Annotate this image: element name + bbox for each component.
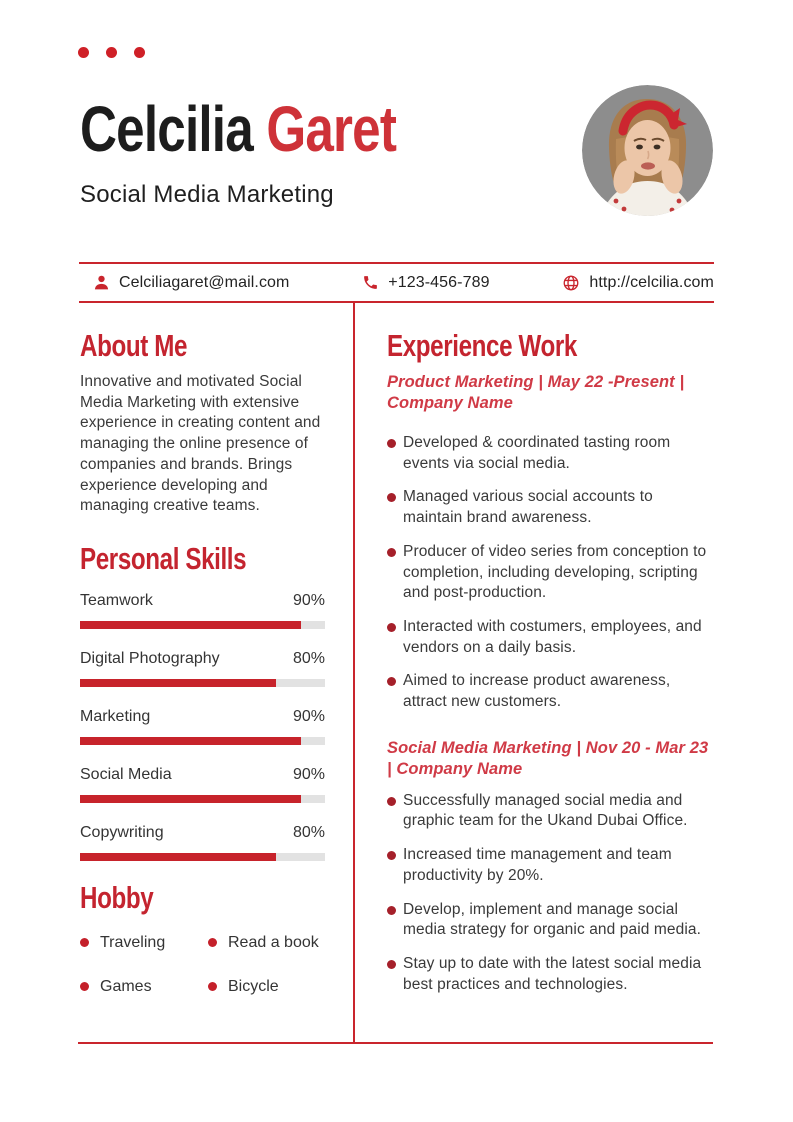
- skill-label: Social Media: [80, 765, 172, 783]
- email-text: Celciliagaret@mail.com: [119, 273, 290, 291]
- skill-bar-track: [80, 737, 325, 745]
- hobby-item: [208, 978, 330, 996]
- hobby-label: Read a book: [228, 933, 319, 951]
- experience-heading: Experience Work: [387, 328, 577, 363]
- first-name: Celcilia: [80, 93, 253, 165]
- job-bullet: Stay up to date with the latest social media best practices and technologies.: [387, 954, 713, 995]
- skill-bar-track: [80, 679, 325, 687]
- skill-percent: 90%: [292, 765, 325, 783]
- right-column: [387, 302, 713, 1008]
- phone-icon: [362, 274, 379, 291]
- header-text: [80, 85, 475, 209]
- about-heading: About Me: [80, 328, 188, 363]
- contact-bar: [79, 262, 714, 303]
- skills-heading: Personal Skills: [80, 540, 247, 576]
- main-content: [80, 302, 713, 1042]
- hobby-heading: Hobby: [80, 879, 154, 915]
- dot-icon: [78, 47, 89, 58]
- skill-label: Copywriting: [80, 823, 164, 841]
- globe-icon: [562, 274, 580, 292]
- skill-label: Teamwork: [80, 591, 153, 609]
- skill-row: [80, 648, 325, 687]
- job-bullet: Increased time management and team productivity by 20%.: [387, 845, 713, 886]
- profile-photo: [582, 85, 713, 216]
- skill-bar-track: [80, 853, 325, 861]
- skill-row: [80, 822, 325, 861]
- skill-row: [80, 590, 325, 629]
- hobby-label: Traveling: [100, 933, 166, 951]
- hobby-item: [80, 978, 208, 996]
- bullet-dot-icon: [208, 938, 217, 947]
- hobby-label: Bicycle: [228, 977, 279, 995]
- about-text: Innovative and motivated Social Media Marketing with extensive experience in creating content and managing the online presence of companies and brands. Brings experience developing and managing creative teams.: [80, 373, 321, 515]
- bullet-dot-icon: [80, 938, 89, 947]
- header: [80, 85, 713, 216]
- contact-website: [562, 274, 714, 292]
- skill-percent: 90%: [292, 707, 325, 725]
- job-bullet: Develop, implement and manage social media strategy for organic and paid media.: [387, 900, 713, 941]
- person-name: [80, 93, 397, 165]
- job-bullet: Aimed to increase product awareness, attract new customers.: [387, 671, 713, 712]
- hobby-list: [80, 934, 330, 996]
- decorative-dots: [78, 47, 145, 58]
- job-subtitle: Social Media Marketing: [80, 181, 334, 208]
- skill-bar-fill: [80, 853, 276, 861]
- contact-phone: [362, 274, 489, 292]
- skill-bar-fill: [80, 679, 276, 687]
- left-column: [80, 302, 330, 996]
- job-title: Social Media Marketing | Nov 20 - Mar 23 | Company Name: [387, 738, 709, 778]
- job-bullet: Interacted with costumers, employees, and vendors on a daily basis.: [387, 617, 713, 658]
- profile-photo-illustration: [582, 85, 713, 216]
- bottom-divider: [78, 1042, 713, 1044]
- last-name: Garet: [266, 93, 397, 165]
- job-bullet-list: [387, 791, 713, 996]
- job-bullet: Producer of video series from conception to completion, including developing, scripting and post-production.: [387, 542, 713, 604]
- job-title: Product Marketing | May 22 -Present | Company Name: [387, 373, 685, 412]
- phone-text: +123-456-789: [388, 273, 490, 291]
- skill-row: [80, 706, 325, 745]
- hobby-item: [80, 934, 208, 952]
- dot-icon: [106, 47, 117, 58]
- hobby-item: [208, 934, 330, 952]
- contact-email: [93, 274, 290, 292]
- skill-percent: 80%: [292, 649, 325, 667]
- skill-percent: 90%: [292, 591, 325, 609]
- skill-label: Digital Photography: [80, 649, 220, 667]
- skill-percent: 80%: [292, 823, 325, 841]
- skill-bar-track: [80, 795, 325, 803]
- job-bullet: Managed various social accounts to maintain brand awareness.: [387, 487, 713, 528]
- bullet-dot-icon: [80, 982, 89, 991]
- hobby-label: Games: [100, 977, 152, 995]
- skill-bar-fill: [80, 795, 301, 803]
- skill-label: Marketing: [80, 707, 151, 725]
- job-bullet: Developed & coordinated tasting room events via social media.: [387, 433, 713, 474]
- skill-bar-track: [80, 621, 325, 629]
- skill-bar-fill: [80, 737, 301, 745]
- column-divider: [353, 302, 355, 1042]
- job-bullet: Successfully managed social media and graphic team for the Ukand Dubai Office.: [387, 791, 713, 832]
- skill-bar-fill: [80, 621, 301, 629]
- dot-icon: [134, 47, 145, 58]
- bullet-dot-icon: [208, 982, 217, 991]
- website-text: http://celcilia.com: [589, 273, 714, 291]
- skill-row: [80, 764, 325, 803]
- job-bullet-list: [387, 433, 713, 713]
- skills-list: [80, 590, 325, 861]
- person-icon: [93, 274, 110, 291]
